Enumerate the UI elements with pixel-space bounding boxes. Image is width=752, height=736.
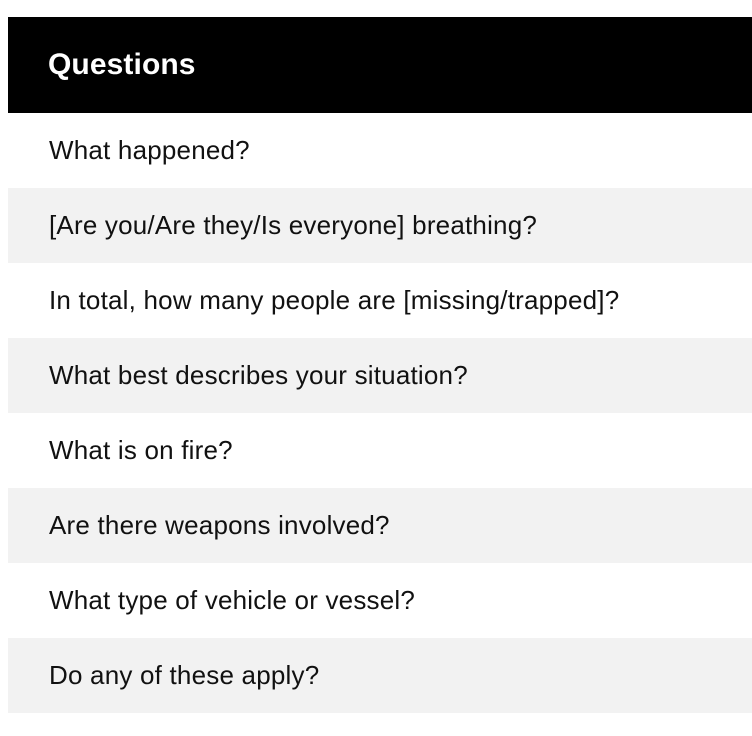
table-header-label: Questions	[48, 48, 196, 81]
question-text: [Are you/Are they/Is everyone] breathing?	[49, 210, 538, 240]
table-row	[8, 413, 752, 488]
table-row	[8, 338, 752, 413]
table-row	[8, 563, 752, 638]
question-text: What is on fire?	[49, 435, 233, 465]
question-text: What best describes your situation?	[49, 360, 468, 390]
question-text: Are there weapons involved?	[49, 510, 390, 540]
table-header	[8, 17, 752, 113]
table-row	[8, 638, 752, 713]
table-row	[8, 113, 752, 188]
table-row	[8, 488, 752, 563]
question-text: Do any of these apply?	[49, 660, 320, 690]
questions-table	[8, 17, 752, 713]
table-row	[8, 263, 752, 338]
question-text: What type of vehicle or vessel?	[49, 585, 416, 615]
table-row	[8, 188, 752, 263]
question-text: What happened?	[49, 135, 250, 165]
question-text: In total, how many people are [missing/trapped]?	[49, 285, 620, 315]
